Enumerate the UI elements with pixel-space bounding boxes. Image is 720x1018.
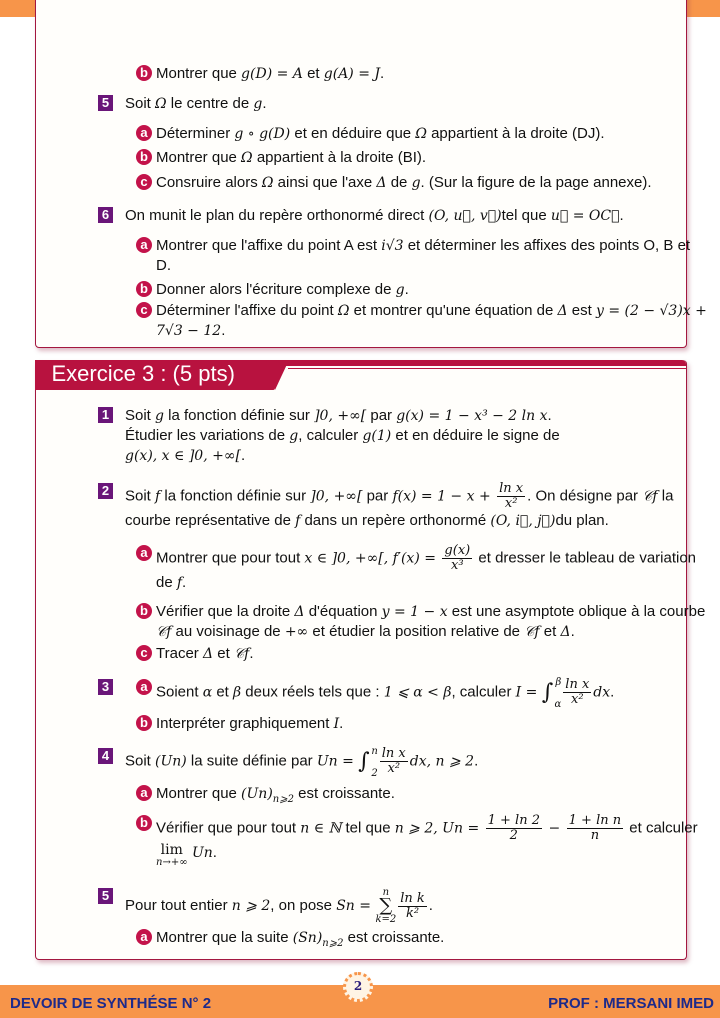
question-text: par	[362, 487, 393, 505]
sub-question-letter-badge: b	[136, 815, 152, 831]
question-text: Montrer que pour tout	[156, 549, 305, 567]
fraction-numerator: ln x	[565, 677, 590, 692]
lim-word: lim	[160, 842, 183, 858]
math-expression: Δ	[376, 175, 387, 191]
question-text: Déterminer	[156, 125, 235, 142]
question-text: .	[249, 645, 254, 662]
question-text: d'équation	[304, 603, 382, 620]
question-text: et en déduire le signe de	[391, 427, 560, 444]
question-text: de	[386, 174, 412, 191]
math-expression: g	[411, 175, 421, 191]
question-text: .	[240, 447, 246, 464]
question-text: au voisinage de	[171, 623, 285, 640]
question-text: et en déduire que	[290, 125, 416, 142]
question-item	[140, 64, 708, 84]
question-item	[140, 280, 708, 300]
fraction-denominator: x²	[387, 761, 401, 776]
math-expression: f	[176, 575, 183, 591]
question-item	[140, 813, 708, 868]
math-fraction	[442, 544, 472, 573]
math-fraction	[497, 482, 525, 511]
exercise-2-continued-box	[35, 0, 707, 348]
math-expression: 𝒞f	[233, 646, 250, 662]
math-expression: α	[202, 684, 213, 701]
math-expression: g	[289, 428, 299, 444]
question-text: Montrer que	[156, 65, 242, 82]
question-text: appartient à la droite (BI).	[252, 149, 427, 166]
question-text: Pour tout entier	[125, 896, 232, 914]
question-text: la fonction définie sur	[163, 407, 315, 424]
question-number-badge: 5	[98, 888, 113, 904]
question-text: du plan.	[555, 512, 609, 529]
math-expression: I	[333, 716, 340, 732]
math-expression: ]0, +∞[	[314, 408, 367, 424]
question-text: et montrer qu'une équation de	[349, 302, 558, 319]
math-expression: dx	[593, 684, 611, 701]
question-text: et déterminer les affixes des points O, B et D.	[156, 237, 691, 274]
question-text: .	[610, 683, 615, 701]
question-number-badge: 4	[98, 748, 113, 764]
question-text: Soit	[125, 95, 156, 112]
question-text: est croissante.	[343, 929, 445, 946]
exam-title: DEVOIR DE SYNTHÉSE N° 2	[10, 995, 212, 1012]
math-expression: n ⩾ 2	[231, 897, 271, 914]
limit-operator	[156, 843, 188, 868]
question-text: dans un repère orthonormé	[300, 512, 491, 529]
sub-question-letter-badge: b	[136, 603, 152, 619]
math-subscript: n⩾2	[322, 938, 344, 949]
question-number-badge: 6	[98, 207, 113, 223]
question-text: et dresser le tableau de variation de	[156, 549, 697, 591]
question-text: et	[213, 645, 234, 662]
math-fraction	[563, 678, 591, 707]
question-text: la suite définie par	[186, 752, 317, 770]
math-expression: x ∈ ]0, +∞[, f′(x) =	[304, 550, 441, 567]
integral-upper-bound: n	[371, 745, 378, 757]
sub-question-letter-badge: a	[136, 545, 152, 561]
question-item	[101, 94, 710, 114]
question-item	[140, 784, 708, 809]
question-text: Soit	[125, 407, 156, 424]
math-expression: g ∘ g(D)	[234, 126, 291, 142]
question-text: .	[339, 715, 344, 732]
fraction-denominator: x²	[571, 692, 584, 707]
sum-upper-bound: n	[382, 887, 390, 898]
math-expression: +∞	[284, 624, 309, 640]
question-number-badge: 5	[98, 95, 113, 111]
math-expression: g(x), x ∈ ]0, +∞[	[125, 448, 241, 464]
question-text: la fonction définie sur	[160, 487, 311, 505]
question-text: est croissante.	[293, 785, 395, 802]
math-expression: Δ	[560, 624, 571, 640]
question-text: .	[182, 574, 187, 591]
math-expression: Ω	[241, 150, 253, 166]
question-item	[101, 745, 710, 779]
question-text: est	[567, 302, 596, 319]
math-expression: f	[295, 513, 301, 529]
math-expression: i√3	[381, 238, 404, 254]
math-expression: f	[155, 488, 161, 505]
sub-question-letter-badge: b	[136, 65, 152, 81]
math-expression: Sn =	[336, 897, 376, 914]
question-text: .	[221, 322, 226, 339]
math-expression: Ω	[415, 126, 427, 142]
question-text: tel que	[501, 207, 551, 224]
math-expression: Ω	[337, 303, 350, 319]
question-text: et étudier la position relative de	[308, 623, 525, 640]
math-expression: (Un)	[241, 786, 273, 802]
question-text: .	[570, 623, 575, 640]
question-item	[101, 676, 708, 710]
exercise-3-box	[35, 360, 706, 960]
question-item	[140, 148, 708, 168]
question-text: ainsi que l'axe	[273, 174, 377, 191]
question-text: . On désigne par	[527, 487, 643, 505]
question-text: tel que	[341, 819, 395, 837]
question-text: par	[366, 407, 397, 424]
question-item	[101, 887, 710, 925]
math-expression: −	[544, 820, 565, 837]
question-text: la courbe représentative de	[125, 487, 674, 529]
math-expression: u⃗ = OC⃗	[550, 208, 620, 224]
math-expression: β	[233, 684, 242, 701]
sub-question-letter-badge: a	[136, 125, 152, 141]
question-text: Soit	[125, 487, 156, 505]
question-text: On munit le plan du repère orthonormé direct	[125, 207, 429, 224]
question-text: et	[302, 65, 324, 82]
question-item	[140, 124, 708, 144]
sub-question-letter-badge: b	[136, 715, 152, 731]
math-expression: 𝒞f	[524, 624, 540, 640]
math-expression: Un =	[316, 753, 359, 770]
exercise-title: Exercice 3 : (5 pts)	[35, 360, 275, 390]
question-text: Soient	[156, 683, 203, 701]
math-expression: g	[395, 282, 405, 298]
math-expression: g(A) = J	[323, 66, 381, 82]
question-text: Donner alors l'écriture complexe de	[156, 281, 396, 298]
question-text: Montrer que	[156, 149, 242, 166]
question-item	[140, 928, 708, 953]
question-text: le centre de	[166, 95, 254, 112]
question-text: Vérifier que pour tout	[156, 819, 301, 837]
question-text: Consruire alors	[156, 174, 262, 191]
question-text: Soit	[125, 752, 156, 770]
question-text: , calculer	[298, 427, 363, 444]
math-expression: y = 1 − x	[381, 604, 448, 620]
question-item	[101, 481, 710, 531]
fraction-numerator: 1 + ln 2	[487, 813, 540, 828]
math-fraction	[567, 814, 623, 843]
question-text: .	[428, 896, 433, 914]
fraction-denominator: k²	[405, 905, 420, 921]
question-text: .	[380, 65, 385, 82]
math-fraction	[398, 892, 427, 921]
question-text: . Étudier les variations de	[125, 407, 552, 444]
question-number-badge: 1	[98, 407, 113, 423]
math-expression: n ∈ ℕ	[300, 820, 342, 837]
fraction-denominator: 2	[509, 828, 518, 843]
math-expression: Δ	[294, 604, 305, 620]
question-text: est une asymptote oblique à la courbe	[447, 603, 706, 620]
math-expression: Ω	[261, 175, 274, 191]
page-number: 2	[343, 972, 373, 1002]
question-number-badge: 2	[98, 483, 113, 499]
math-expression: (O, i⃗, j⃗)	[490, 513, 556, 529]
math-expression: dx, n ⩾ 2	[409, 753, 475, 770]
fraction-denominator: x²	[504, 496, 518, 511]
integral-upper-bound: β	[555, 676, 562, 688]
question-text: Interpréter graphiquement	[156, 715, 334, 732]
question-text: Montrer que la suite	[156, 929, 293, 946]
question-text: Tracer	[156, 645, 203, 662]
teacher-name: PROF : MERSANI IMED	[548, 995, 714, 1012]
math-expression: g(1)	[362, 428, 392, 444]
question-text: . (Sur la figure de la page annexe).	[420, 174, 652, 191]
question-text: , on pose	[270, 896, 337, 914]
question-text: et	[212, 683, 234, 701]
math-expression: g(D) = A	[241, 66, 303, 82]
fraction-numerator: ln k	[400, 890, 425, 906]
question-text: Déterminer l'affixe du point	[156, 302, 338, 319]
math-expression: Δ	[557, 303, 568, 319]
integral-sign: ∫ n 2	[358, 745, 378, 779]
question-text: , calculer	[451, 683, 516, 701]
question-item	[140, 236, 708, 275]
math-fraction	[486, 814, 542, 843]
sub-question-letter-badge: a	[136, 237, 152, 253]
fraction-denominator: x³	[451, 558, 464, 573]
sub-question-letter-badge: a	[136, 679, 152, 695]
math-expression: g	[253, 96, 263, 112]
fraction-denominator: n	[590, 828, 600, 843]
question-number-badge: 3	[98, 679, 113, 695]
question-text: Montrer que	[156, 785, 242, 802]
math-expression: 𝒞f	[642, 488, 658, 505]
math-expression: ]0, +∞[	[310, 488, 363, 505]
question-text: .	[212, 844, 217, 861]
sub-question-letter-badge: c	[136, 302, 152, 318]
fraction-numerator: ln x	[499, 481, 524, 496]
question-text: appartient à la droite (DJ).	[426, 125, 605, 142]
math-expression: y = (2 − √3)x + 7√3 − 12	[156, 303, 707, 339]
question-item	[140, 714, 708, 734]
math-expression: Un	[187, 845, 213, 861]
limit-subscript: n→+∞	[156, 857, 188, 868]
question-item	[140, 301, 708, 341]
question-text: deux réels tels que :	[241, 683, 384, 701]
question-text: et	[539, 623, 561, 640]
integral-sign: ∫ β α	[541, 676, 562, 710]
math-expression: (O, u⃗, v⃗)	[428, 208, 502, 224]
question-text: Montrer que l'affixe du point A est	[156, 237, 382, 254]
math-expression: (Sn)	[292, 930, 323, 946]
question-item	[140, 543, 708, 593]
math-expression: 𝒞f	[156, 624, 172, 640]
fraction-numerator: 1 + ln n	[568, 813, 622, 828]
math-expression: I =	[515, 684, 542, 701]
fraction-numerator: g(x)	[444, 543, 471, 558]
sub-question-letter-badge: b	[136, 281, 152, 297]
question-item	[140, 644, 708, 664]
math-subscript: n⩾2	[272, 794, 294, 805]
math-expression: g(x) = 1 − x³ − 2 ln x	[396, 408, 548, 424]
fraction-numerator: ln x	[381, 746, 406, 761]
integral-lower-bound: α	[554, 698, 562, 710]
sub-question-letter-badge: b	[136, 149, 152, 165]
question-text: .	[619, 207, 624, 224]
math-expression: 1 ⩽ α < β	[383, 684, 452, 701]
question-item	[101, 406, 585, 466]
math-expression: f(x) = 1 − x +	[392, 488, 496, 505]
math-expression: Δ	[202, 646, 214, 662]
math-expression: n ⩾ 2, Un =	[394, 820, 484, 837]
question-text: .	[262, 95, 267, 112]
question-item	[101, 206, 710, 226]
integral-lower-bound: 2	[371, 767, 378, 779]
sub-question-letter-badge: c	[136, 174, 152, 190]
math-fraction	[380, 747, 408, 776]
question-text: Vérifier que la droite	[156, 603, 295, 620]
sigma-symbol: ∑	[379, 895, 393, 916]
sub-question-letter-badge: a	[136, 929, 152, 945]
header-rule	[288, 368, 686, 369]
question-item	[140, 602, 708, 642]
question-item	[140, 173, 708, 193]
math-expression: g	[155, 408, 164, 424]
question-text: et calculer	[625, 819, 698, 837]
sum-lower-bound: k=2	[375, 914, 397, 925]
sub-question-letter-badge: c	[136, 645, 152, 661]
question-text: .	[474, 752, 479, 770]
sub-question-letter-badge: a	[136, 785, 152, 801]
summation-sign	[375, 887, 396, 925]
math-expression: (Un)	[155, 753, 187, 770]
math-expression: Ω	[155, 96, 167, 112]
question-text: .	[404, 281, 409, 298]
